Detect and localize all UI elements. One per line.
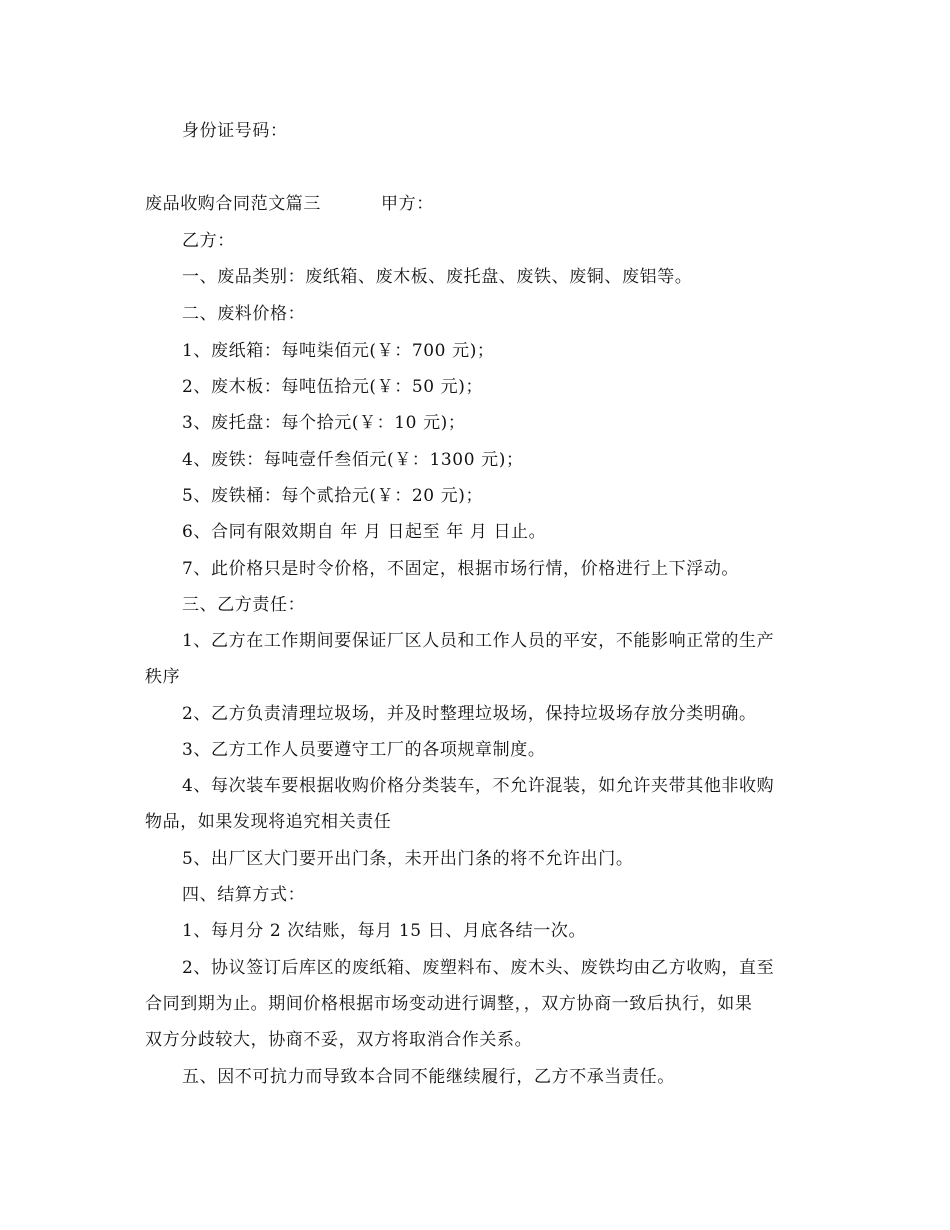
price-item-iron: 4、废铁：每吨壹仟叁佰元(￥：1300 元)； — [182, 450, 524, 470]
duty-5: 5、出厂区大门要开出门条，未开出门条的将不允许出门。 — [182, 849, 634, 869]
settlement-1: 1、每月分 2 次结账，每月 15 日、月底各结一次。 — [182, 921, 587, 941]
section-heading: 废品收购合同范文篇三 — [145, 194, 321, 214]
duty-1-line-2: 秩序 — [145, 667, 181, 687]
waste-categories: 一、废品类别：废纸箱、废木板、废托盘、废铁、废铜、废铝等。 — [182, 267, 693, 287]
settlement-2-line-1: 2、协议签订后库区的废纸箱、废塑料布、废木头、废铁均由乙方收购，直至 — [182, 958, 775, 978]
pricing-heading: 二、废料价格： — [182, 304, 306, 324]
party-a-label: 甲方： — [381, 194, 434, 214]
section-heading-line — [145, 194, 815, 214]
party-b-duties-heading: 三、乙方责任： — [182, 595, 306, 615]
settlement-heading: 四、结算方式： — [182, 885, 306, 905]
force-majeure-clause: 五、因不可抗力而导致本合同不能继续履行，乙方不承当责任。 — [182, 1067, 675, 1087]
price-item-iron-barrel: 5、废铁桶：每个贰拾元(￥：20 元)； — [182, 486, 484, 506]
price-item-cardboard: 1、废纸箱：每吨柒佰元(￥：700 元)； — [182, 341, 495, 361]
duty-4-line-1: 4、每次装车要根据收购价格分类装车，不允许混装，如允许夹带其他非收购 — [182, 776, 775, 796]
settlement-2-line-3: 双方分歧较大，协商不妥，双方将取消合作关系。 — [145, 1030, 533, 1050]
duty-3: 3、乙方工作人员要遵守工厂的各项规章制度。 — [182, 740, 546, 760]
price-item-pallet: 3、废托盘：每个拾元(￥：10 元)； — [182, 413, 466, 433]
id-number-label: 身份证号码： — [182, 121, 288, 141]
price-note: 7、此价格只是时令价格，不固定，根据市场行情，价格进行上下浮动。 — [182, 559, 740, 579]
settlement-2-line-2: 合同到期为止。期间价格根据市场变动进行调整，，双方协商一致后执行，如果 — [145, 994, 753, 1014]
price-item-wood-board: 2、废木板：每吨伍拾元(￥：50 元)； — [182, 377, 484, 397]
contract-validity: 6、合同有限效期自 年 月 日起至 年 月 日止。 — [182, 522, 547, 542]
duty-1-line-1: 1、乙方在工作期间要保证厂区人员和工作人员的平安，不能影响正常的生产 — [182, 631, 775, 651]
duty-2: 2、乙方负责清理垃圾场，并及时整理垃圾场，保持垃圾场存放分类明确。 — [182, 704, 757, 724]
duty-4-line-2: 物品，如果发现将追究相关责任 — [145, 812, 392, 832]
party-b-label: 乙方： — [182, 231, 235, 251]
